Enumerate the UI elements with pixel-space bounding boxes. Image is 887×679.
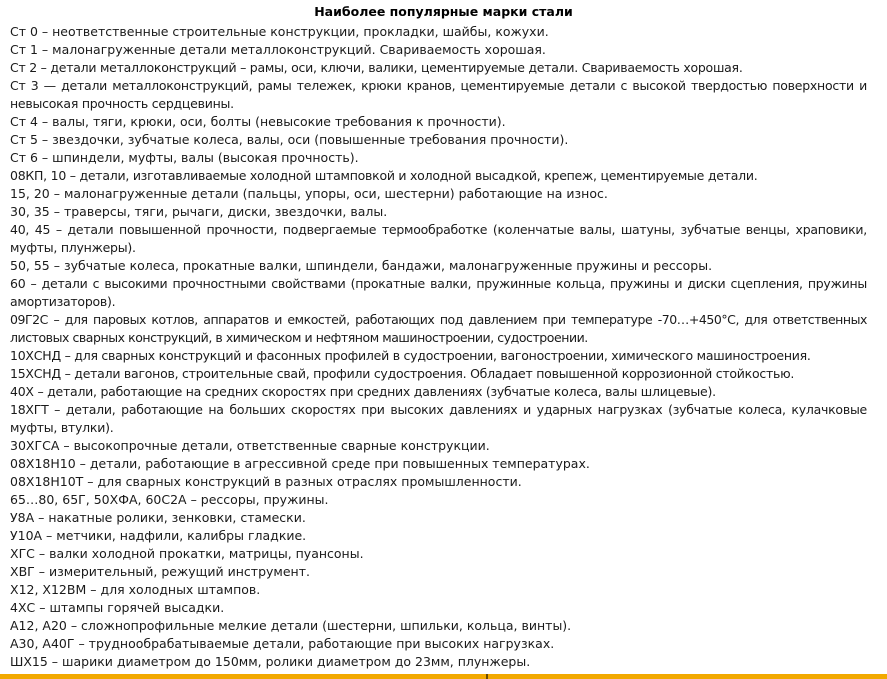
list-item: ШХ15 – шарики диаметром до 150мм, ролики диаметром до 23мм, плунжеры. xyxy=(10,654,531,669)
list-item: Ст 0 – неответственные строительные конструкции, прокладки, шайбы, кожухи. xyxy=(10,24,549,39)
bottom-bar-divider xyxy=(486,674,488,679)
list-item: 08КП, 10 – детали, изготавливаемые холодной штамповкой и холодной высадкой, крепеж, цементируемые детали. xyxy=(10,168,758,183)
steel-grades-list xyxy=(10,23,867,671)
list-item: 30, 35 – траверсы, тяги, рычаги, диски, звездочки, валы. xyxy=(10,204,388,219)
list-item: Ст 5 – звездочки, зубчатые колеса, валы, оси (повышенные требования прочности). xyxy=(10,132,569,147)
list-item: 10ХСНД – для сварных конструкций и фасонных профилей в судостроении, вагоностроении, химического машиностроения. xyxy=(10,348,811,363)
list-item: 08Х18Н10Т – для сварных конструкций в разных отраслях промышленности. xyxy=(10,474,522,489)
list-item: 18ХГТ – детали, работающие на больших скоростях при высоких давлениях и ударных нагрузках (зубчатые колеса, кулачковые муфты, втулки). xyxy=(10,402,867,435)
list-item: 30ХГСА – высокопрочные детали, ответственные сварные конструкции. xyxy=(10,438,490,453)
list-item: 50, 55 – зубчатые колеса, прокатные валки, шпиндели, бандажи, малонагруженные пружины и рессоры. xyxy=(10,258,713,273)
page-title: Наиболее популярные марки стали xyxy=(314,4,573,19)
list-item: ХГС – валки холодной прокатки, матрицы, пуансоны. xyxy=(10,546,364,561)
bottom-accent-bar xyxy=(0,674,887,679)
list-item: А30, А40Г – труднообрабатываемые детали, работающие при высоких нагрузках. xyxy=(10,636,555,651)
list-item: 08Х18Н10 – детали, работающие в агрессивной среде при повышенных температурах. xyxy=(10,456,590,471)
list-item: 40, 45 – детали повышенной прочности, подвергаемые термообработке (коленчатые валы, шатуны, зубчатые венцы, храповики, муфты, плунжеры). xyxy=(10,222,867,255)
list-item: Ст 1 – малонагруженные детали металлоконструкций. Свариваемость хорошая. xyxy=(10,42,546,57)
list-item: 60 – детали с высокими прочностными свойствами (прокатные валки, пружинные кольца, пружины и диски сцепления, пружины амортизаторов). xyxy=(10,276,867,309)
list-item: 15, 20 – малонагруженные детали (пальцы, упоры, оси, шестерни) работающие на износ. xyxy=(10,186,608,201)
list-item: ХВГ – измерительный, режущий инструмент. xyxy=(10,564,310,579)
list-item: Ст 6 – шпиндели, муфты, валы (высокая прочность). xyxy=(10,150,359,165)
list-item: 09Г2С – для паровых котлов, аппаратов и емкостей, работающих под давлением при температуре -70…+450°C, для ответственных листовых сварных конструкций, в химическом и нефтяном машиностроении, судостроении. xyxy=(10,312,867,345)
list-item: У8А – накатные ролики, зенковки, стамески. xyxy=(10,510,306,525)
list-item: Ст 2 – детали металлоконструкций – рамы, оси, ключи, валики, цементируемые детали. Свариваемость хорошая. xyxy=(10,60,743,75)
list-item: 65…80, 65Г, 50ХФА, 60С2А – рессоры, пружины. xyxy=(10,492,329,507)
list-item: Ст 4 – валы, тяги, крюки, оси, болты (невысокие требования к прочности). xyxy=(10,114,506,129)
list-item: Х12, Х12ВМ – для холодных штампов. xyxy=(10,582,261,597)
list-item: 40Х – детали, работающие на средних скоростях при средних давлениях (зубчатые колеса, валы шлицевые). xyxy=(10,384,716,399)
list-item: 4ХС – штампы горячей высадки. xyxy=(10,600,225,615)
list-item: 15ХСНД – детали вагонов, строительные свай, профили судостроения. Обладает повышенной коррозионной стойкостью. xyxy=(10,366,795,381)
list-item: Ст 3 — детали металлоконструкций, рамы тележек, крюки кранов, цементируемые детали с высокой твердостью поверхности и невысокая прочность сердцевины. xyxy=(10,78,867,111)
list-item: А12, А20 – сложнопрофильные мелкие детали (шестерни, шпильки, кольца, винты). xyxy=(10,618,572,633)
list-item: У10А – метчики, надфили, калибры гладкие. xyxy=(10,528,307,543)
